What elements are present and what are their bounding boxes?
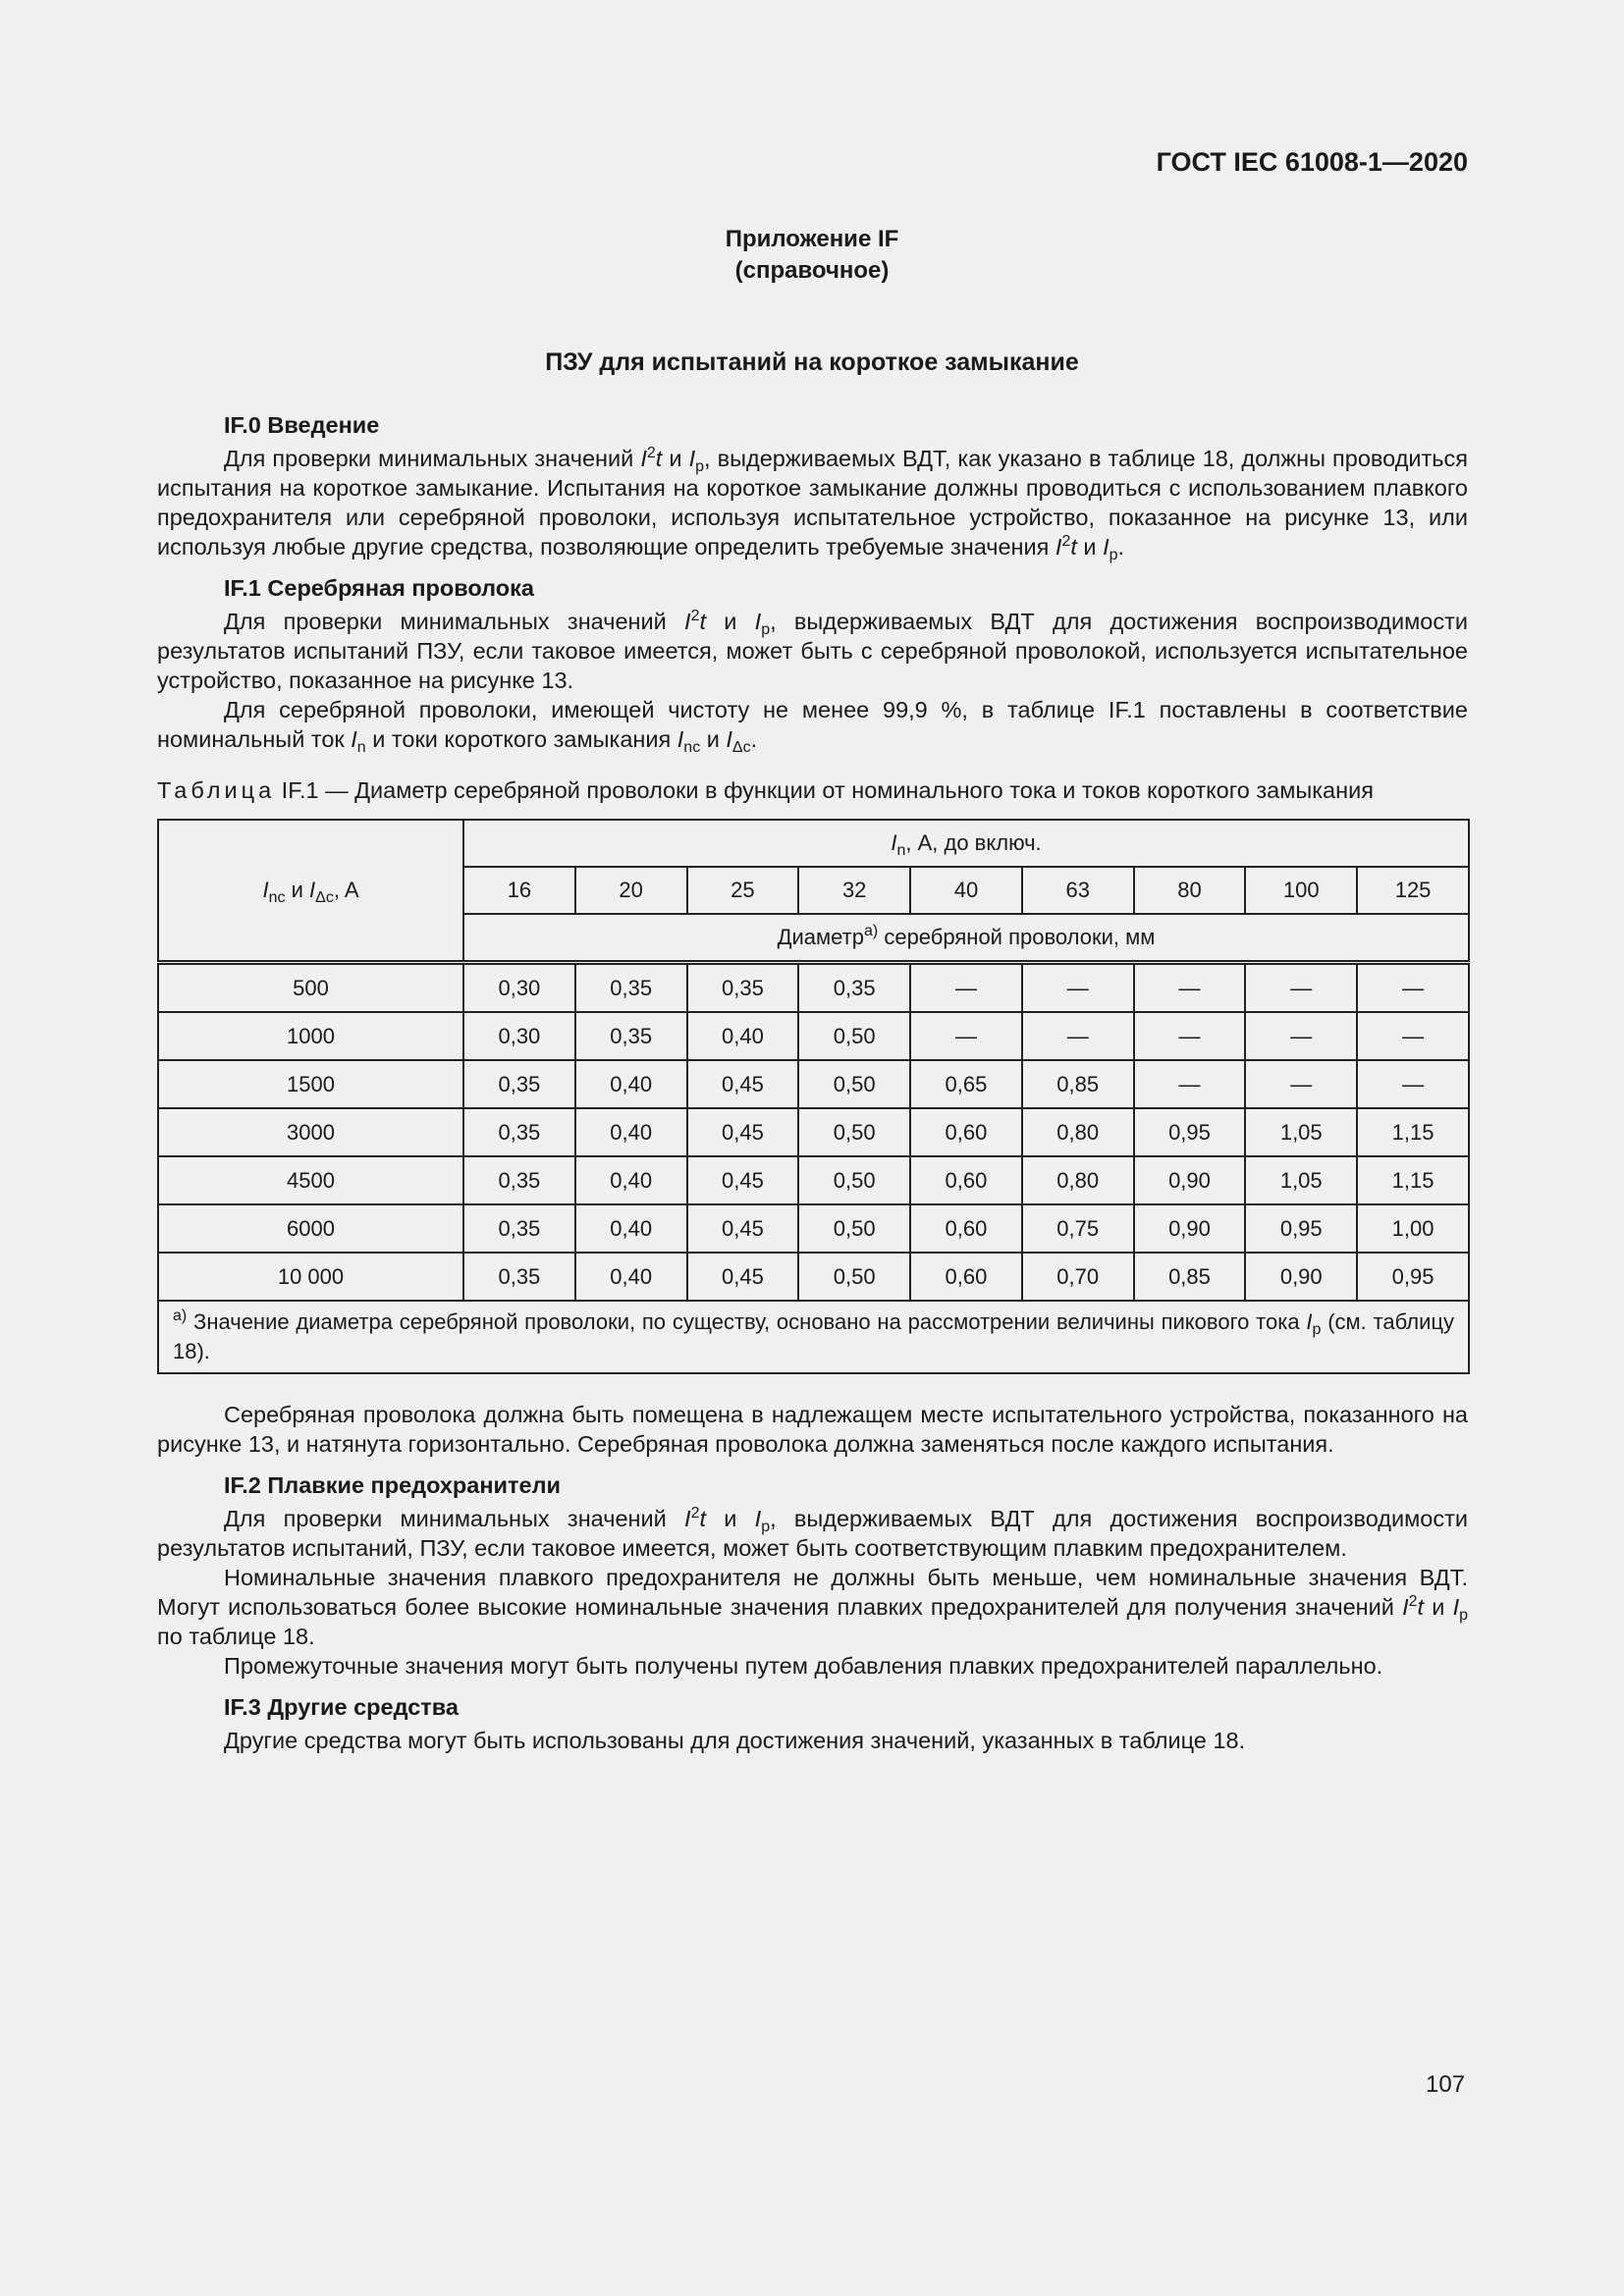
- paragraph: [157, 607, 1468, 695]
- table-cell: 0,35: [575, 1012, 687, 1060]
- table-cell: 0,35: [798, 963, 910, 1013]
- text-segment: и токи короткого замыкания: [365, 726, 677, 752]
- table-caption: [157, 775, 1468, 805]
- column-group-header: [463, 820, 1469, 867]
- table-row: [158, 1060, 1469, 1108]
- table-cell: 0,80: [1022, 1156, 1134, 1204]
- silver-wire-table: [157, 819, 1470, 1374]
- text-segment: I: [1452, 1594, 1460, 1620]
- text-segment: 2: [1061, 533, 1071, 550]
- text-segment: а): [863, 923, 879, 939]
- table-cell: —: [910, 963, 1022, 1013]
- table-cell: 0,80: [1022, 1108, 1134, 1156]
- table-row: [158, 1108, 1469, 1156]
- row-label: 3000: [158, 1108, 463, 1156]
- unit-row: [463, 914, 1469, 963]
- text-segment: 2: [646, 445, 656, 461]
- text-segment: , выдерживаемых ВДТ для достижения воспроизводимости результатов испытаний ПЗУ, если таковое имеется, может быть с серебряной проволокой, используется испытательное устройство, показанное на рисунке 13.: [157, 609, 1469, 693]
- text-segment: 2: [690, 1505, 700, 1522]
- table-cell: 0,45: [687, 1108, 799, 1156]
- text-segment: p: [1109, 547, 1118, 563]
- table-cell: 0,45: [687, 1060, 799, 1108]
- text-segment: I: [754, 609, 762, 634]
- text-segment: , А, до включ.: [905, 830, 1042, 855]
- text-segment: 2: [1408, 1593, 1418, 1610]
- table-cell: 0,95: [1134, 1108, 1246, 1156]
- text-segment: и: [1424, 1594, 1453, 1620]
- table-cell: 0,60: [910, 1156, 1022, 1204]
- table-row: [158, 963, 1469, 1013]
- column-header: 125: [1357, 867, 1469, 914]
- paragraph: [157, 1563, 1468, 1651]
- text-segment: I: [726, 726, 732, 752]
- text-segment: n: [356, 739, 366, 756]
- table-cell: 0,50: [798, 1012, 910, 1060]
- table-cell: 0,40: [575, 1108, 687, 1156]
- text-segment: .: [750, 726, 758, 752]
- text-segment: I: [351, 726, 357, 752]
- text-segment: Для серебряной проволоки, имеющей чистоту не менее 99,9 %, в таблице IF.1 поставлены в соответствие номинальный ток: [157, 697, 1468, 752]
- paragraph: Промежуточные значения могут быть получены путем добавления плавких предохранителей параллельно.: [224, 1653, 1383, 1679]
- text-segment: I: [677, 726, 684, 752]
- table-cell: 1,05: [1245, 1108, 1357, 1156]
- table-cell: —: [1357, 963, 1469, 1013]
- table-cell: 0,85: [1134, 1253, 1246, 1301]
- table-cell: 0,90: [1134, 1156, 1246, 1204]
- section-heading: IF.3 Другие средства: [224, 1694, 459, 1720]
- table-cell: —: [1022, 963, 1134, 1013]
- text-segment: t: [1070, 534, 1077, 560]
- table-cell: 1,05: [1245, 1156, 1357, 1204]
- paragraph: Другие средства могут быть использованы для достижения значений, указанных в таблице 18.: [224, 1728, 1246, 1753]
- table-cell: 0,35: [463, 1060, 575, 1108]
- text-segment: по таблице 18.: [157, 1624, 315, 1649]
- table-cell: 0,50: [798, 1108, 910, 1156]
- column-header: 40: [910, 867, 1022, 914]
- column-header: 80: [1134, 867, 1246, 914]
- appendix-subtitle: (справочное): [734, 257, 890, 284]
- table-cell: 0,50: [798, 1156, 910, 1204]
- text-segment: и: [706, 609, 755, 634]
- appendix-title: Приложение IF: [725, 226, 899, 252]
- text-segment: и: [285, 878, 310, 902]
- text-segment: nc: [683, 739, 701, 756]
- text-segment: I: [1103, 534, 1110, 560]
- table-cell: 0,75: [1022, 1204, 1134, 1253]
- text-segment: Для проверки минимальных значений: [224, 446, 641, 471]
- paragraph: Серебряная проволока должна быть помещена в надлежащем месте испытательного устройства, показанного на рисунке 13, и натянута горизонтально. Серебряная проволока должна заменяться после каждого испытания.: [157, 1402, 1468, 1457]
- table-cell: 0,35: [687, 963, 799, 1013]
- table-cell: 1,15: [1357, 1156, 1469, 1204]
- section-heading: IF.1 Серебряная проволока: [224, 575, 534, 601]
- table-cell: 0,45: [687, 1156, 799, 1204]
- row-label: 4500: [158, 1156, 463, 1204]
- table-row: [158, 1204, 1469, 1253]
- text-segment: I: [891, 830, 897, 855]
- page-title: ПЗУ для испытаний на короткое замыкание: [545, 348, 1079, 376]
- caption-text: IF.1 — Диаметр серебряной проволоки в функции от номинального тока и токов короткого замыкания: [275, 777, 1374, 803]
- text-segment: а): [173, 1308, 188, 1324]
- table-cell: —: [1134, 963, 1246, 1013]
- text-segment: p: [1459, 1607, 1468, 1624]
- row-label: 10 000: [158, 1253, 463, 1301]
- column-header: 32: [798, 867, 910, 914]
- text-segment: I: [1055, 534, 1062, 560]
- column-header: 100: [1245, 867, 1357, 914]
- page-number: 107: [1426, 2071, 1466, 2098]
- text-segment: I: [688, 446, 696, 471]
- text-segment: I: [1402, 1594, 1409, 1620]
- table-cell: 0,50: [798, 1204, 910, 1253]
- text-segment: серебряной проволоки, мм: [878, 925, 1156, 949]
- text-segment: и: [662, 446, 689, 471]
- text-segment: I: [640, 446, 647, 471]
- table-cell: 0,65: [910, 1060, 1022, 1108]
- table-cell: 0,95: [1245, 1204, 1357, 1253]
- table-cell: 0,30: [463, 963, 575, 1013]
- text-segment: Номинальные значения плавкого предохранителя не должны быть меньше, чем номинальные значения ВДТ. Могут использоваться более высокие номинальные значения плавких предохранителей для получения значений: [157, 1565, 1468, 1620]
- table-cell: 0,30: [463, 1012, 575, 1060]
- document-header: ГОСТ IEC 61008-1—2020: [1156, 147, 1468, 177]
- table-row: [158, 1012, 1469, 1060]
- section-heading: IF.2 Плавкие предохранители: [224, 1472, 561, 1498]
- table-cell: —: [1357, 1060, 1469, 1108]
- table-cell: 0,60: [910, 1253, 1022, 1301]
- section-heading: IF.0 Введение: [224, 412, 380, 438]
- text-segment: Для проверки минимальных значений: [224, 609, 685, 634]
- text-segment: t: [655, 446, 663, 471]
- table-cell: 0,70: [1022, 1253, 1134, 1301]
- content: [157, 410, 1468, 1755]
- text-segment: и: [1076, 534, 1104, 560]
- table-footnote: [158, 1301, 1469, 1373]
- paragraph: [157, 444, 1468, 561]
- column-header: 16: [463, 867, 575, 914]
- text-segment: t: [699, 1506, 707, 1531]
- table-cell: —: [1134, 1060, 1246, 1108]
- table-cell: 1,00: [1357, 1204, 1469, 1253]
- text-segment: I: [309, 878, 316, 902]
- text-segment: I: [1306, 1309, 1313, 1334]
- table-cell: 0,45: [687, 1204, 799, 1253]
- table-cell: 0,45: [687, 1253, 799, 1301]
- text-segment: .: [1117, 534, 1125, 560]
- table-cell: 0,60: [910, 1204, 1022, 1253]
- paragraph: [157, 695, 1468, 754]
- table-cell: 0,40: [575, 1204, 687, 1253]
- table-cell: 0,40: [687, 1012, 799, 1060]
- table-cell: 0,35: [463, 1253, 575, 1301]
- table-cell: 0,35: [463, 1108, 575, 1156]
- column-header: 25: [687, 867, 799, 914]
- table-cell: 1,15: [1357, 1108, 1469, 1156]
- column-header: 20: [575, 867, 687, 914]
- row-header: [158, 820, 463, 963]
- text-segment: I: [754, 1506, 762, 1531]
- table-row: [158, 1253, 1469, 1301]
- text-segment: t: [1417, 1594, 1425, 1620]
- table-cell: —: [910, 1012, 1022, 1060]
- text-segment: I: [262, 878, 269, 902]
- text-segment: , выдерживаемых ВДТ для достижения воспроизводимости результатов испытаний, ПЗУ, если таковое имеется, может быть соответствующим плавким предохранителем.: [157, 1506, 1469, 1561]
- table-cell: —: [1245, 963, 1357, 1013]
- table-cell: —: [1357, 1012, 1469, 1060]
- text-segment: p: [695, 458, 705, 475]
- text-segment: Значение диаметра серебряной проволоки, по существу, основано на рассмотрении величины пикового тока: [187, 1309, 1307, 1334]
- table-cell: —: [1245, 1012, 1357, 1060]
- row-label: 6000: [158, 1204, 463, 1253]
- caption-label: Таблица: [157, 777, 276, 803]
- column-header: 63: [1022, 867, 1134, 914]
- text-segment: Δc: [315, 889, 334, 906]
- text-segment: Для проверки минимальных значений: [224, 1506, 685, 1531]
- text-segment: (см. таблицу 18).: [173, 1309, 1454, 1363]
- table-cell: —: [1245, 1060, 1357, 1108]
- text-segment: n: [896, 842, 906, 859]
- text-segment: I: [684, 609, 691, 634]
- table-cell: 0,60: [910, 1108, 1022, 1156]
- text-segment: 2: [690, 608, 700, 624]
- text-segment: t: [699, 609, 707, 634]
- row-label: 1500: [158, 1060, 463, 1108]
- table-cell: —: [1134, 1012, 1246, 1060]
- text-segment: I: [684, 1506, 691, 1531]
- paragraph: [157, 1504, 1468, 1563]
- table-cell: 0,40: [575, 1253, 687, 1301]
- table-cell: 0,50: [798, 1060, 910, 1108]
- table-cell: 0,50: [798, 1253, 910, 1301]
- text-segment: p: [1312, 1321, 1322, 1338]
- text-segment: Диаметр: [777, 925, 864, 949]
- text-segment: p: [761, 1519, 771, 1535]
- row-label: 1000: [158, 1012, 463, 1060]
- row-label: 500: [158, 963, 463, 1013]
- text-segment: nc: [268, 889, 286, 906]
- table-cell: 0,35: [463, 1204, 575, 1253]
- table-cell: 0,35: [575, 963, 687, 1013]
- table-cell: 0,40: [575, 1060, 687, 1108]
- table-row: [158, 1156, 1469, 1204]
- table-cell: 0,90: [1245, 1253, 1357, 1301]
- table-cell: 0,95: [1357, 1253, 1469, 1301]
- table-cell: 0,85: [1022, 1060, 1134, 1108]
- text-segment: p: [761, 621, 771, 638]
- text-segment: Δc: [731, 739, 751, 756]
- table-cell: 0,40: [575, 1156, 687, 1204]
- text-segment: , A: [333, 878, 359, 902]
- table-cell: 0,90: [1134, 1204, 1246, 1253]
- table-cell: —: [1022, 1012, 1134, 1060]
- table-cell: 0,35: [463, 1156, 575, 1204]
- text-segment: , выдерживаемых ВДТ, как указано в таблице 18, должны проводиться испытания на короткое замыкание. Испытания на короткое замыкание должны проводиться с использованием плавкого предохранителя или серебряной проволоки, используя испытательное устройство, показанное на рисунке 13, или используя любые другие средства, позволяющие определить требуемые значения: [157, 446, 1469, 560]
- text-segment: и: [706, 1506, 755, 1531]
- text-segment: и: [700, 726, 727, 752]
